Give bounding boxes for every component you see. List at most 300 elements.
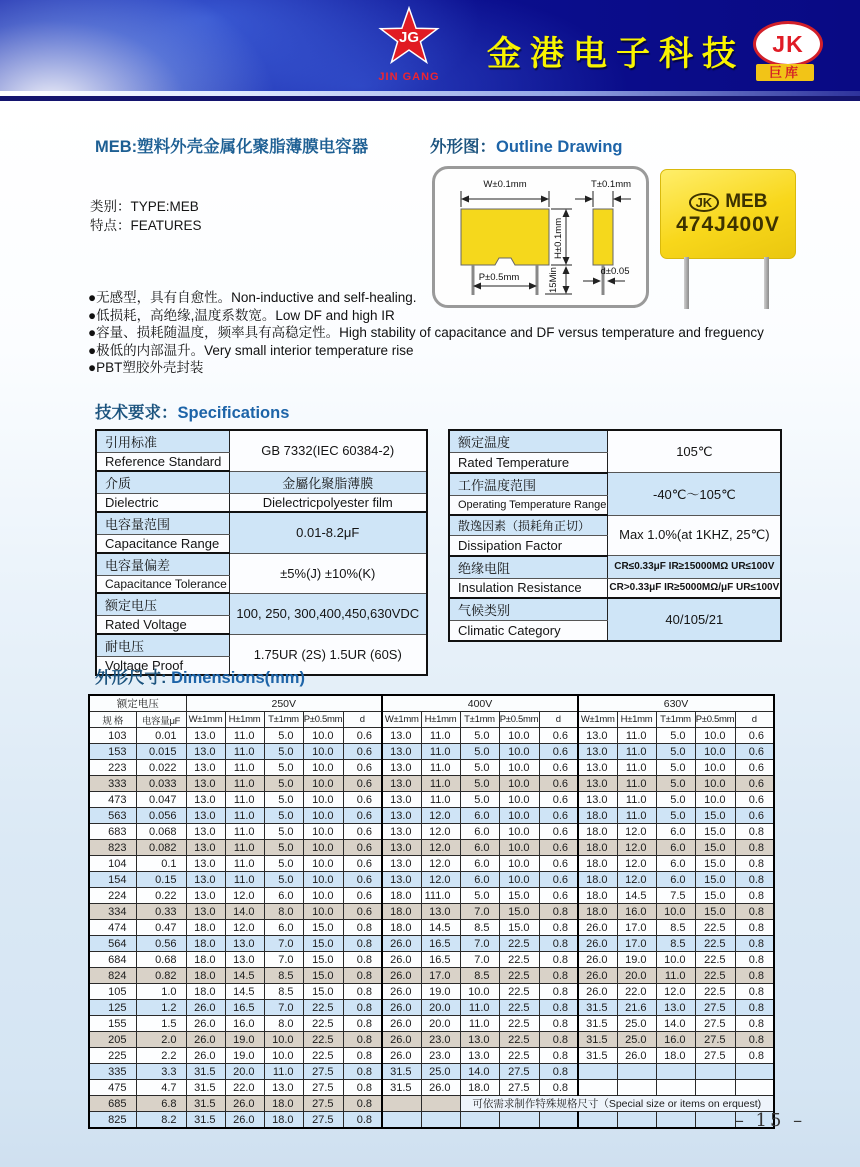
dim-label-d: d±0.05 [600, 266, 630, 277]
cell: 26.0 [382, 952, 421, 968]
cell: 0.8 [343, 936, 382, 952]
cell: 18.0 [578, 872, 617, 888]
cell: 18.0 [578, 856, 617, 872]
cell: 31.5 [186, 1112, 225, 1129]
cell: 0.6 [343, 744, 382, 760]
cell: 18.0 [578, 904, 617, 920]
cell: 16.5 [421, 952, 460, 968]
cell: 7.0 [264, 936, 303, 952]
cell: 15.0 [695, 888, 735, 904]
cell: 22.5 [499, 936, 539, 952]
cell: 22.5 [695, 968, 735, 984]
cell: 0.6 [343, 760, 382, 776]
cell: 0.6 [539, 744, 578, 760]
cell: 26.0 [382, 984, 421, 1000]
cell: 26.0 [382, 1048, 421, 1064]
cell: 5.0 [460, 776, 499, 792]
cell: 18.0 [578, 888, 617, 904]
col-header: T±1mm [656, 712, 695, 728]
cell: 0.8 [539, 904, 578, 920]
cell: 333 [89, 776, 136, 792]
dimensions-table-body [89, 728, 774, 1129]
cell: 18.0 [578, 824, 617, 840]
cell [735, 1064, 774, 1080]
cell: 0.8 [343, 1096, 382, 1112]
col-header-spec: 规 格 [89, 712, 136, 728]
cell: 5.0 [656, 744, 695, 760]
cell: 0.8 [343, 1016, 382, 1032]
cell: 12.0 [225, 920, 264, 936]
outline-heading-en: Outline Drawing [496, 138, 623, 156]
table-row [89, 808, 774, 824]
cell: 155 [89, 1016, 136, 1032]
jg-logo [363, 6, 455, 83]
cell: 13.0 [186, 744, 225, 760]
cell: 31.5 [382, 1064, 421, 1080]
cell: 10.0 [303, 744, 343, 760]
cell [617, 1064, 656, 1080]
dim-label-t: T±0.1mm [590, 179, 632, 190]
cell: 0.8 [539, 920, 578, 936]
cell: 10.0 [303, 872, 343, 888]
dim-label-h: H±0.1mm [553, 217, 564, 259]
cell [578, 1112, 617, 1129]
cell: 0.8 [735, 904, 774, 920]
cell: 11.0 [617, 776, 656, 792]
cell: 0.047 [136, 792, 186, 808]
cell: 0.6 [735, 728, 774, 744]
dim-label-15min: 15Min [548, 267, 559, 293]
cell: 15.0 [499, 920, 539, 936]
cell: 31.5 [186, 1080, 225, 1096]
cell: 11.0 [225, 872, 264, 888]
cell: 11.0 [225, 840, 264, 856]
cell: 14.0 [225, 904, 264, 920]
cell: 0.6 [735, 808, 774, 824]
cell: 10.0 [264, 1032, 303, 1048]
cell [656, 1112, 695, 1129]
cell: 26.0 [186, 1000, 225, 1016]
table-row [89, 920, 774, 936]
dimensions-heading-en: Dimensions(mm) [171, 669, 305, 687]
cell: 11.0 [264, 1064, 303, 1080]
cell: 0.6 [539, 808, 578, 824]
cell: 27.5 [303, 1080, 343, 1096]
cell: 19.0 [617, 952, 656, 968]
capacitor-code: 474J400V [676, 213, 780, 236]
cell: 5.0 [264, 760, 303, 776]
capacitor-lead-right [764, 257, 769, 309]
table-row [89, 888, 774, 904]
cell: 223 [89, 760, 136, 776]
cell: 8.5 [656, 920, 695, 936]
spec-value: CR>0.33μF IR≥5000MΩ/μF UR≤100V [608, 578, 781, 598]
cell: 475 [89, 1080, 136, 1096]
cell: 11.0 [460, 1016, 499, 1032]
col-header-cap: 电容量μF [136, 712, 186, 728]
table-row [89, 968, 774, 984]
cell: 31.5 [186, 1096, 225, 1112]
cell: 5.0 [264, 824, 303, 840]
cell: 15.0 [303, 984, 343, 1000]
cell: 26.0 [225, 1096, 264, 1112]
cell: 26.0 [578, 920, 617, 936]
spec-value: 1.75UR (2S) 1.5UR (60S) [229, 634, 427, 675]
col-header: T±1mm [264, 712, 303, 728]
cell: 11.0 [225, 760, 264, 776]
cell: 13.0 [186, 792, 225, 808]
cell: 13.0 [382, 792, 421, 808]
cell: 11.0 [460, 1000, 499, 1016]
cell: 22.5 [499, 1032, 539, 1048]
cell: 0.8 [539, 984, 578, 1000]
cell: 0.82 [136, 968, 186, 984]
cell: 5.0 [264, 840, 303, 856]
cell: 27.5 [303, 1064, 343, 1080]
cell: 26.0 [421, 1080, 460, 1096]
cell: 0.6 [735, 792, 774, 808]
cell: 0.8 [343, 952, 382, 968]
cell: 0.6 [539, 760, 578, 776]
cell: 0.8 [735, 984, 774, 1000]
capacitor-series: MEB [725, 191, 768, 212]
cell: 31.5 [186, 1064, 225, 1080]
cell: 21.6 [617, 1000, 656, 1016]
table-row [89, 872, 774, 888]
cell: 19.0 [225, 1032, 264, 1048]
cell: 12.0 [421, 808, 460, 824]
cell: 15.0 [499, 888, 539, 904]
cell: 10.0 [303, 904, 343, 920]
cell: 13.0 [382, 728, 421, 744]
spec-label-en: Insulation Resistance [449, 578, 608, 598]
cell: 13.0 [421, 904, 460, 920]
cell: 11.0 [617, 728, 656, 744]
cell: 10.0 [499, 792, 539, 808]
cell: 16.5 [225, 1000, 264, 1016]
cell: 10.0 [499, 776, 539, 792]
cell: 10.0 [303, 888, 343, 904]
spec-label-en: Rated Temperature [449, 453, 608, 473]
spec-label-en: Operating Temperature Range [449, 495, 608, 515]
cell: 5.0 [460, 728, 499, 744]
features-label: 特点：FEATURES [90, 218, 202, 233]
cell: 20.0 [421, 1016, 460, 1032]
cell: 684 [89, 952, 136, 968]
cell: 23.0 [421, 1032, 460, 1048]
cell: 10.0 [460, 984, 499, 1000]
cell: 0.068 [136, 824, 186, 840]
cell: 0.8 [735, 952, 774, 968]
cell: 7.0 [264, 1000, 303, 1016]
col-header: W±1mm [578, 712, 617, 728]
cell: 10.0 [695, 728, 735, 744]
cell: 205 [89, 1032, 136, 1048]
table-row [89, 1096, 774, 1112]
cell: 31.5 [382, 1080, 421, 1096]
cell: 31.5 [578, 1000, 617, 1016]
jg-logo-text: JG [398, 29, 420, 46]
spec-label-cn: 介质 [96, 471, 229, 494]
cell: 2.2 [136, 1048, 186, 1064]
cell [382, 1096, 421, 1112]
cell: 31.5 [578, 1032, 617, 1048]
cell: 10.0 [499, 856, 539, 872]
cell: 12.0 [421, 824, 460, 840]
cell: 8.5 [656, 936, 695, 952]
cell: 0.8 [539, 1016, 578, 1032]
page-title: MEB:塑料外壳金属化聚脂薄膜电容器 [95, 138, 369, 156]
cell: 31.5 [578, 1048, 617, 1064]
cell: 0.8 [343, 1064, 382, 1080]
cell: 16.5 [421, 936, 460, 952]
table-row [89, 1080, 774, 1096]
cell: 8.5 [460, 968, 499, 984]
cell: 111.0 [421, 888, 460, 904]
table-row [89, 904, 774, 920]
cell: 15.0 [695, 824, 735, 840]
cell: 13.0 [186, 728, 225, 744]
cell: 5.0 [460, 760, 499, 776]
cell: 0.8 [735, 1032, 774, 1048]
cell: 0.8 [735, 888, 774, 904]
cell: 10.0 [303, 792, 343, 808]
cell: 18.0 [264, 1112, 303, 1129]
cell: 12.0 [617, 840, 656, 856]
cell: 12.0 [617, 856, 656, 872]
cell: 0.6 [343, 824, 382, 840]
cell: 13.0 [186, 824, 225, 840]
cell: 15.0 [303, 952, 343, 968]
feature-list [88, 289, 764, 377]
header-banner [0, 0, 860, 91]
cell: 25.0 [617, 1032, 656, 1048]
cell: 0.8 [539, 1080, 578, 1096]
spec-value: 105℃ [608, 430, 781, 473]
cell: 22.5 [695, 920, 735, 936]
table-row [89, 792, 774, 808]
capacitor-brand-oval: JK [689, 193, 720, 212]
jg-logo-subtext: JIN GANG [378, 71, 440, 83]
feature-item: ●容量、损耗随温度，频率具有高稳定性。High stability of capacitance and DF versus temperature and freguency [88, 325, 764, 340]
spec-value: GB 7332(IEC 60384-2) [229, 430, 427, 471]
spec-label-en: Climatic Category [449, 621, 608, 641]
cell: 22.5 [303, 1000, 343, 1016]
capacitor-body [660, 169, 796, 259]
spec-label-en: Reference Standard [96, 453, 229, 472]
table-row [89, 1016, 774, 1032]
page-number: – 15 – [734, 1110, 806, 1131]
cell: 0.8 [735, 1000, 774, 1016]
cell [578, 1080, 617, 1096]
cell: 27.5 [695, 1016, 735, 1032]
cell: 1.5 [136, 1016, 186, 1032]
spec-label-en: Voltage Proof [96, 657, 229, 676]
spec-label-cn: 散逸因素（损耗角正切） [449, 515, 608, 536]
cell: 0.47 [136, 920, 186, 936]
cell: 27.5 [303, 1112, 343, 1129]
cell: 0.6 [343, 888, 382, 904]
cell: 12.0 [225, 888, 264, 904]
cell: 13.0 [186, 776, 225, 792]
spec-value: 100, 250, 300,400,450,630VDC [229, 593, 427, 634]
cell: 7.0 [264, 952, 303, 968]
spec-label-cn: 电容量偏差 [96, 553, 229, 576]
cell: 0.8 [539, 936, 578, 952]
cell: 0.6 [539, 856, 578, 872]
feature-item: ●极低的内部温升。Very small interior temperature rise [88, 342, 414, 358]
cell: 0.8 [539, 952, 578, 968]
cell: 0.8 [343, 968, 382, 984]
cell: 11.0 [225, 744, 264, 760]
cell: 11.0 [421, 760, 460, 776]
cell: 27.5 [303, 1096, 343, 1112]
dimensions-heading-cn: 外形尺寸: [95, 669, 167, 687]
col-header: H±1mm [225, 712, 264, 728]
cell: 5.0 [264, 856, 303, 872]
cell: 11.0 [225, 824, 264, 840]
cell: 825 [89, 1112, 136, 1129]
cell: 19.0 [421, 984, 460, 1000]
cell: 13.0 [225, 952, 264, 968]
cell: 0.8 [735, 840, 774, 856]
col-header: P±0.5mm [499, 712, 539, 728]
cell: 683 [89, 824, 136, 840]
spec-label-en: Capacitance Range [96, 535, 229, 554]
cell: 11.0 [421, 792, 460, 808]
cell: 26.0 [578, 968, 617, 984]
cell [617, 1080, 656, 1096]
cell: 0.6 [539, 792, 578, 808]
cell: 335 [89, 1064, 136, 1080]
cell: 0.8 [539, 968, 578, 984]
cell: 22.5 [695, 952, 735, 968]
cell: 18.0 [578, 808, 617, 824]
cell: 14.5 [225, 984, 264, 1000]
cell: 13.0 [460, 1048, 499, 1064]
cell: 13.0 [186, 856, 225, 872]
cell: 224 [89, 888, 136, 904]
cell: 3.3 [136, 1064, 186, 1080]
cell: 15.0 [303, 936, 343, 952]
cell: 25.0 [617, 1016, 656, 1032]
spec-label-cn: 额定电压 [96, 593, 229, 616]
cell: 18.0 [382, 888, 421, 904]
cell: 0.8 [735, 920, 774, 936]
cell: 0.8 [343, 1112, 382, 1129]
dim-label-w: W±0.1mm [483, 179, 527, 190]
cell: 10.0 [695, 760, 735, 776]
cell: 0.68 [136, 952, 186, 968]
cell: 685 [89, 1096, 136, 1112]
cell: 0.6 [343, 856, 382, 872]
cell: 18.0 [186, 920, 225, 936]
cell: 22.5 [499, 968, 539, 984]
cell: 12.0 [421, 840, 460, 856]
cell: 0.8 [539, 1000, 578, 1016]
cell: 0.056 [136, 808, 186, 824]
cell: 10.0 [695, 792, 735, 808]
cell: 13.0 [264, 1080, 303, 1096]
table-row [89, 1064, 774, 1080]
cell: 7.0 [460, 904, 499, 920]
cell: 13.0 [186, 840, 225, 856]
cell [735, 1080, 774, 1096]
cell: 18.0 [186, 984, 225, 1000]
cell: 11.0 [225, 856, 264, 872]
spec-label-en: Rated Voltage [96, 616, 229, 635]
cell: 5.0 [264, 808, 303, 824]
dimensions-table [88, 694, 775, 1129]
spec-table-left [95, 429, 428, 676]
cell: 823 [89, 840, 136, 856]
cell: 0.6 [343, 904, 382, 920]
capacitor-marking-line1 [689, 191, 768, 213]
cell: 26.0 [578, 984, 617, 1000]
cell: 15.0 [303, 968, 343, 984]
cell: 0.8 [735, 824, 774, 840]
outline-heading-cn: 外形图： [430, 138, 496, 156]
cell: 0.8 [735, 856, 774, 872]
cell: 10.0 [656, 952, 695, 968]
cell: 10.0 [499, 744, 539, 760]
cell: 0.022 [136, 760, 186, 776]
col-header: d [735, 712, 774, 728]
cell: 6.8 [136, 1096, 186, 1112]
cell: 6.0 [656, 856, 695, 872]
cell: 0.033 [136, 776, 186, 792]
cell: 26.0 [225, 1112, 264, 1129]
cell: 18.0 [186, 936, 225, 952]
cell: 0.015 [136, 744, 186, 760]
cell: 19.0 [225, 1048, 264, 1064]
cell: 14.0 [460, 1064, 499, 1080]
cell: 7.0 [460, 936, 499, 952]
cell: 8.2 [136, 1112, 186, 1129]
spec-label-en: Dissipation Factor [449, 536, 608, 556]
banner-stripe-dark [0, 96, 860, 101]
cell: 22.5 [303, 1048, 343, 1064]
cell: 22.5 [499, 984, 539, 1000]
cell: 2.0 [136, 1032, 186, 1048]
table-row [89, 840, 774, 856]
cell: 13.0 [656, 1000, 695, 1016]
cell: 15.0 [303, 920, 343, 936]
cell: 125 [89, 1000, 136, 1016]
table-row [89, 856, 774, 872]
cell: 5.0 [264, 744, 303, 760]
cell: 1.2 [136, 1000, 186, 1016]
special-size-note: 可依需求制作特殊规格尺寸（Special size or items on erquest) [460, 1096, 774, 1112]
cell: 0.8 [735, 1048, 774, 1064]
cell: 5.0 [656, 808, 695, 824]
table-row [89, 1112, 774, 1129]
col-header: d [539, 712, 578, 728]
cell [617, 1112, 656, 1129]
cell: 5.0 [264, 872, 303, 888]
cell: 334 [89, 904, 136, 920]
cell: 26.0 [578, 952, 617, 968]
cell: 10.0 [695, 744, 735, 760]
cell: 10.0 [264, 1048, 303, 1064]
cell: 0.6 [539, 824, 578, 840]
cell: 0.6 [735, 760, 774, 776]
cell: 0.8 [343, 1048, 382, 1064]
col-header: P±0.5mm [695, 712, 735, 728]
col-header: W±1mm [382, 712, 421, 728]
cell: 20.0 [225, 1064, 264, 1080]
cell: 6.0 [460, 808, 499, 824]
